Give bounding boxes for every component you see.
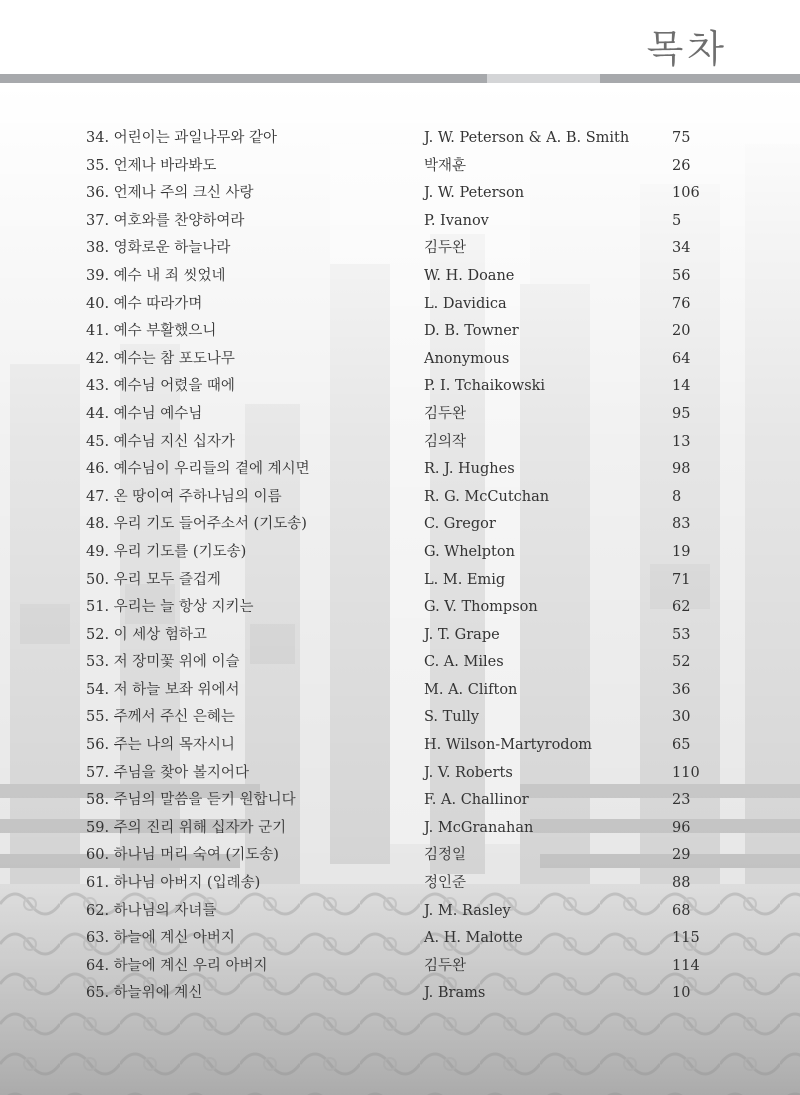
entry-title: 50. 우리 모두 즐겁게 <box>86 571 221 588</box>
toc-entry <box>0 677 800 705</box>
entry-page: 14 <box>672 378 691 395</box>
entry-page: 5 <box>672 212 682 229</box>
entry-author: Anonymous <box>424 350 510 367</box>
entry-title: 59. 주의 진리 위해 십자가 군기 <box>86 819 287 836</box>
toc-entry <box>0 649 800 677</box>
entry-title: 61. 하나님 아버지 (입례송) <box>86 875 261 892</box>
entry-page: 19 <box>672 543 691 560</box>
entry-title: 38. 영화로운 하늘나라 <box>86 240 231 257</box>
toc-entry <box>0 484 800 512</box>
page-title: 목차 <box>646 27 728 71</box>
entry-title: 49. 우리 기도를 (기도송) <box>86 543 247 560</box>
entry-page: 115 <box>672 930 700 947</box>
entry-author: H. Wilson-Martyrodom <box>424 737 593 754</box>
entry-author: M. A. Clifton <box>424 681 518 698</box>
entry-title: 36. 언제나 주의 크신 사랑 <box>86 185 254 202</box>
entry-author: 박재훈 <box>424 157 467 174</box>
entry-author: A. H. Malotte <box>424 930 523 947</box>
toc-entry <box>0 429 800 457</box>
toc-entry <box>0 373 800 401</box>
entry-author: P. Ivanov <box>424 212 489 229</box>
toc-entry <box>0 180 800 208</box>
toc-entry <box>0 925 800 953</box>
entry-title: 55. 주께서 주신 은혜는 <box>86 709 235 726</box>
entry-author: J. M. Rasley <box>424 902 511 919</box>
header-rule-right <box>600 74 800 83</box>
entry-title: 43. 예수님 어렸을 때에 <box>86 378 235 395</box>
entry-title: 56. 주는 나의 목자시니 <box>86 737 235 754</box>
entry-page: 106 <box>672 185 700 202</box>
entry-author: 김두완 <box>424 405 467 422</box>
entry-title: 46. 예수님이 우리들의 곁에 계시면 <box>86 461 310 478</box>
entry-page: 29 <box>672 847 691 864</box>
entry-title: 57. 주님을 찾아 볼지어다 <box>86 764 249 781</box>
entry-title: 34. 어린이는 과일나무와 같아 <box>86 130 277 146</box>
entry-page: 110 <box>672 764 700 781</box>
entry-author: F. A. Challinor <box>424 792 529 809</box>
toc-entry <box>0 235 800 263</box>
entry-page: 65 <box>672 737 691 754</box>
entry-page: 34 <box>672 240 691 257</box>
toc-entry <box>0 898 800 926</box>
toc-entry <box>0 291 800 319</box>
entry-page: 96 <box>672 819 691 836</box>
toc-entry <box>0 704 800 732</box>
entry-author: 김정일 <box>424 847 467 864</box>
entry-author: 정인준 <box>424 875 467 892</box>
header-rule-highlight <box>487 74 600 83</box>
entry-title: 40. 예수 따라가며 <box>86 295 203 312</box>
entry-title: 45. 예수님 지신 십자가 <box>86 433 235 450</box>
entry-page: 36 <box>672 681 691 698</box>
entry-page: 95 <box>672 405 691 422</box>
toc-entry <box>0 815 800 843</box>
entry-author: L. M. Emig <box>424 571 506 588</box>
entry-page: 76 <box>672 295 691 312</box>
toc-entry <box>0 760 800 788</box>
entry-title: 41. 예수 부활했으니 <box>86 323 217 340</box>
entry-title: 64. 하늘에 계신 우리 아버지 <box>86 957 268 974</box>
entry-author: 김두완 <box>424 240 467 257</box>
entry-title: 37. 여호와를 찬양하여라 <box>86 212 245 229</box>
entry-page: 8 <box>672 488 682 505</box>
entry-title: 63. 하늘에 계신 아버지 <box>86 930 235 947</box>
entry-title: 39. 예수 내 죄 씻었네 <box>86 267 226 284</box>
toc-entry <box>0 732 800 760</box>
toc-entry <box>0 622 800 650</box>
toc-entry <box>0 539 800 567</box>
toc-entry <box>0 263 800 291</box>
entry-author: J. W. Peterson <box>424 185 525 202</box>
toc-entry <box>0 567 800 595</box>
entry-page: 10 <box>672 985 691 1002</box>
entry-title: 54. 저 하늘 보좌 위에서 <box>86 681 240 698</box>
entry-title: 42. 예수는 참 포도나무 <box>86 350 235 367</box>
entry-title: 65. 하늘위에 계신 <box>86 985 203 1002</box>
entry-page: 88 <box>672 875 691 892</box>
entry-author: P. I. Tchaikowski <box>424 378 546 395</box>
table-of-contents <box>0 125 800 1008</box>
toc-entry <box>0 594 800 622</box>
entry-page: 114 <box>672 957 700 974</box>
entry-title: 60. 하나님 머리 숙여 (기도송) <box>86 847 279 864</box>
toc-entry <box>0 401 800 429</box>
entry-author: J. T. Grape <box>424 626 500 643</box>
entry-title: 62. 하나님의 자녀들 <box>86 902 217 919</box>
entry-author: S. Tully <box>424 709 480 726</box>
header-rule-left <box>0 74 487 83</box>
entry-page: 98 <box>672 461 691 478</box>
entry-page: 62 <box>672 599 691 616</box>
toc-entry <box>0 953 800 981</box>
entry-author: 김의작 <box>424 433 467 450</box>
entry-page: 71 <box>672 571 691 588</box>
entry-author: R. J. Hughes <box>424 461 515 478</box>
entry-page: 56 <box>672 267 691 284</box>
entry-page: 26 <box>672 157 691 174</box>
entry-page: 20 <box>672 323 691 340</box>
entry-author: J. Brams <box>424 985 486 1002</box>
entry-title: 52. 이 세상 험하고 <box>86 626 207 643</box>
entry-page: 75 <box>672 130 691 146</box>
toc-entry <box>0 456 800 484</box>
entry-title: 35. 언제나 바라봐도 <box>86 157 217 174</box>
entry-title: 58. 주님의 말씀을 듣기 원합니다 <box>86 792 296 809</box>
entry-page: 23 <box>672 792 691 809</box>
toc-entry <box>0 153 800 181</box>
entry-author: J. W. Peterson & A. B. Smith <box>424 130 630 146</box>
entry-author: C. A. Miles <box>424 654 504 671</box>
toc-entry <box>0 125 800 153</box>
entry-title: 48. 우리 기도 들어주소서 (기도송) <box>86 516 307 533</box>
toc-entry <box>0 787 800 815</box>
entry-title: 51. 우리는 늘 항상 지키는 <box>86 599 254 616</box>
entry-author: G. V. Thompson <box>424 599 538 616</box>
entry-author: G. Whelpton <box>424 543 515 560</box>
entry-page: 52 <box>672 654 691 671</box>
toc-entry <box>0 208 800 236</box>
toc-entry <box>0 980 800 1008</box>
entry-author: J. McGranahan <box>424 819 534 836</box>
toc-entry <box>0 346 800 374</box>
entry-author: C. Gregor <box>424 516 496 533</box>
entry-page: 30 <box>672 709 691 726</box>
entry-author: W. H. Doane <box>424 267 515 284</box>
entry-title: 44. 예수님 예수님 <box>86 405 203 422</box>
entry-page: 68 <box>672 902 691 919</box>
entry-page: 13 <box>672 433 691 450</box>
entry-author: L. Davidica <box>424 295 507 312</box>
toc-entry <box>0 511 800 539</box>
entry-page: 53 <box>672 626 691 643</box>
entry-author: R. G. McCutchan <box>424 488 550 505</box>
entry-page: 64 <box>672 350 691 367</box>
entry-title: 53. 저 장미꽃 위에 이슬 <box>86 654 240 671</box>
entry-title: 47. 온 땅이여 주하나님의 이름 <box>86 488 282 505</box>
toc-entry <box>0 318 800 346</box>
entry-author: J. V. Roberts <box>424 764 513 781</box>
entry-author: 김두완 <box>424 957 467 974</box>
toc-entry <box>0 870 800 898</box>
toc-entry <box>0 842 800 870</box>
entry-author: D. B. Towner <box>424 323 519 340</box>
entry-page: 83 <box>672 516 691 533</box>
